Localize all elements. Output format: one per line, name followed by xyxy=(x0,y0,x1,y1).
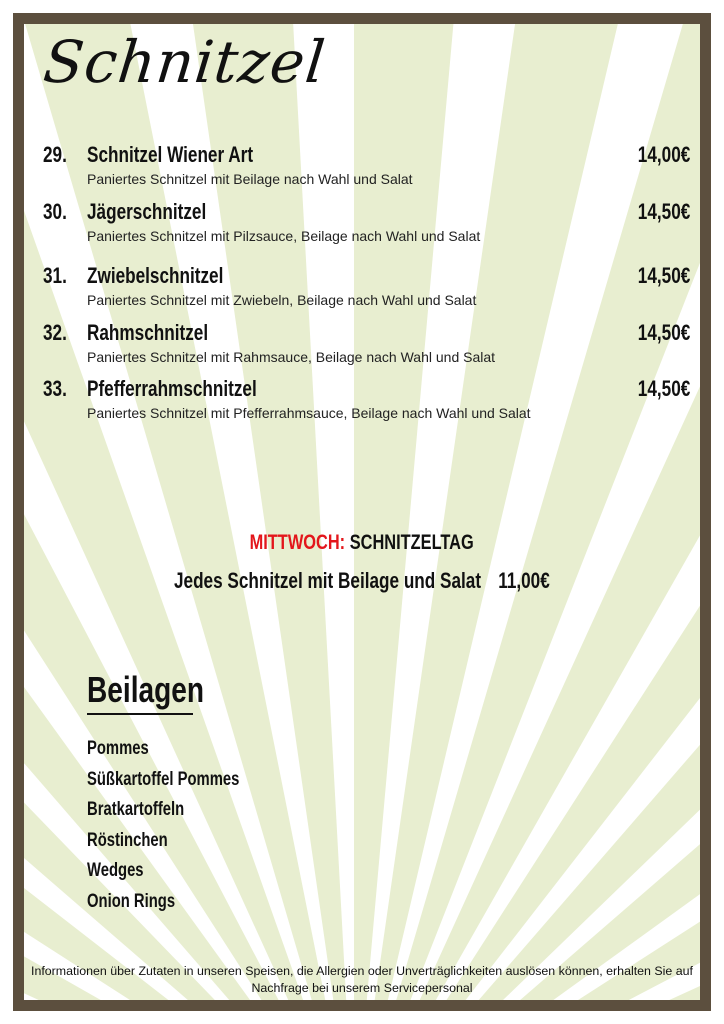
menu-page-frame xyxy=(13,13,711,1011)
promo-offer-text: Jedes Schnitzel mit Beilage und Salat xyxy=(174,568,482,593)
item-number: 30. xyxy=(43,199,67,224)
item-number: 32. xyxy=(43,320,67,345)
item-description: Paniertes Schnitzel mit Pilzsauce, Beilage nach Wahl und Salat xyxy=(87,228,481,244)
item-price: 14,50€ xyxy=(637,320,690,345)
promo-day-label: MITTWOCH: xyxy=(249,531,346,554)
item-description: Paniertes Schnitzel mit Pfefferrahmsauce, Beilage nach Wahl und Salat xyxy=(87,405,531,421)
item-description: Paniertes Schnitzel mit Rahmsauce, Beilage nach Wahl und Salat xyxy=(87,349,496,365)
sides-heading-underline xyxy=(87,713,193,715)
side-item: Süßkartoffel Pommes xyxy=(87,768,240,790)
side-item: Onion Rings xyxy=(87,890,176,912)
item-number: 29. xyxy=(43,142,67,167)
promo-price: 11,00€ xyxy=(498,568,550,593)
menu-content xyxy=(24,24,700,1000)
allergen-notice xyxy=(24,963,700,997)
item-description: Paniertes Schnitzel mit Zwiebeln, Beilage nach Wahl und Salat xyxy=(87,292,477,308)
item-number: 31. xyxy=(43,263,67,288)
item-name: Schnitzel Wiener Art xyxy=(87,142,254,167)
item-price: 14,50€ xyxy=(637,263,690,288)
side-item: Bratkartoffeln xyxy=(87,799,185,821)
promo-offer xyxy=(24,568,700,594)
promo-event: SCHNITZELTAG xyxy=(350,531,475,554)
side-item: Pommes xyxy=(87,738,149,759)
item-price: 14,50€ xyxy=(637,376,690,401)
item-number: 33. xyxy=(43,376,67,401)
item-price: 14,50€ xyxy=(637,199,690,224)
item-name: Zwiebelschnitzel xyxy=(87,263,224,288)
side-item: Röstinchen xyxy=(87,829,168,851)
allergen-notice-line-1: Informationen über Zutaten in unseren Speisen, die Allergien oder Unverträglichkeiten auslösen können, erhalten Sie auf xyxy=(31,964,693,978)
page-title: Schnitzel xyxy=(40,28,329,96)
promo-heading xyxy=(24,531,700,555)
sides-list xyxy=(87,737,282,921)
item-name: Pfefferrahmschnitzel xyxy=(87,376,257,401)
item-name: Rahmschnitzel xyxy=(87,320,209,345)
item-name: Jägerschnitzel xyxy=(87,199,207,224)
item-price: 14,00€ xyxy=(637,142,690,167)
sides-heading: Beilagen xyxy=(87,669,205,710)
item-description: Paniertes Schnitzel mit Beilage nach Wahl und Salat xyxy=(87,171,413,187)
allergen-notice-line-2: Nachfrage bei unserem Servicepersonal xyxy=(251,981,473,995)
side-item: Wedges xyxy=(87,860,144,882)
